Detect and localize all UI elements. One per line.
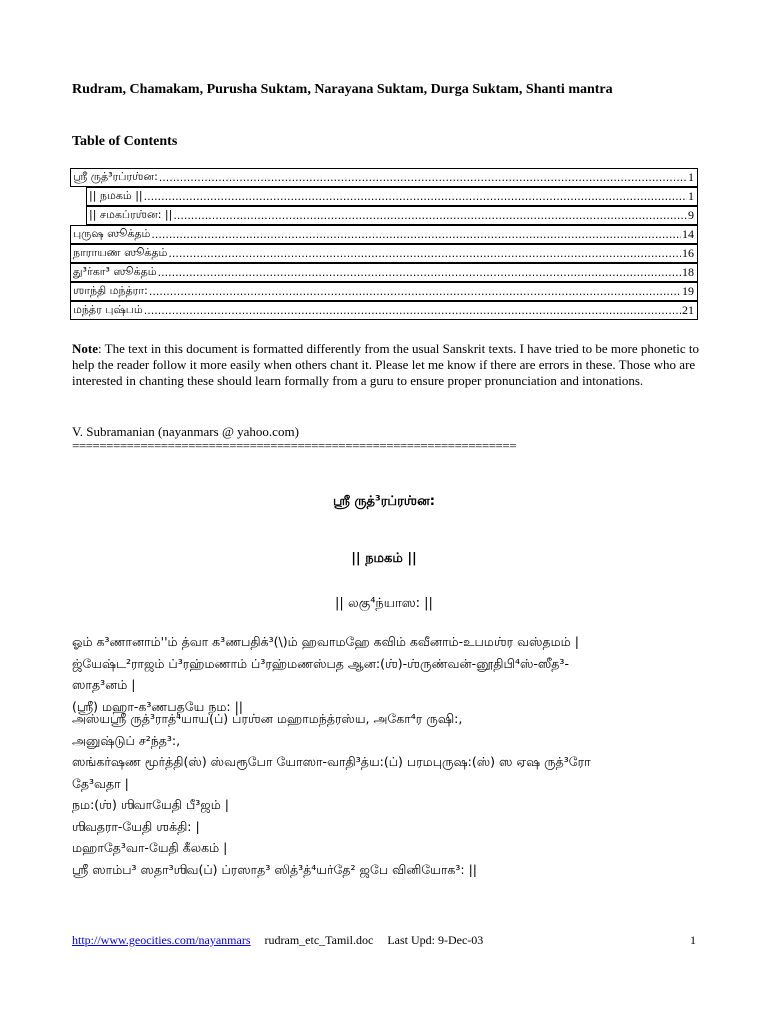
toc-entry[interactable] <box>70 244 698 263</box>
toc-dot-leader <box>151 228 681 241</box>
verse-line: ஸாத³னம் | <box>72 677 136 692</box>
toc-entry-page: 21 <box>682 303 694 317</box>
toc-heading: Table of Contents <box>72 134 178 149</box>
invocation-heading: || லகு⁴ந்யாஸ: || <box>335 596 433 611</box>
toc-entry-page: 1 <box>688 189 694 203</box>
toc-entry[interactable] <box>70 225 698 244</box>
toc-entry-label: ஶாந்தி மந்த்ரா: <box>73 284 148 297</box>
verse-line: தே³வதா | <box>72 775 129 791</box>
verse-block-ganapati <box>72 631 712 717</box>
verse-line: ஶிவதரா-யேதி ஶக்தி: | <box>72 818 200 834</box>
toc-entry-label: நாராயண ஸூக்தம் <box>73 246 168 259</box>
footer-last-updated: Last Upd: 9-Dec-03 <box>387 933 484 947</box>
toc-entry[interactable] <box>70 168 698 187</box>
toc-entry[interactable] <box>86 187 698 206</box>
document-title: Rudram, Chamakam, Purusha Suktam, Narayana Suktam, Durga Suktam, Shanti mantra <box>72 82 613 97</box>
toc-dot-leader <box>158 266 681 279</box>
verse-line: (ஸ்ரீ) மஹா-க³ணபதயே நம: || <box>72 698 244 714</box>
verse-line: அனுஷ்டுப் ச²ந்த³:, <box>72 732 181 748</box>
toc-dot-leader <box>144 304 681 317</box>
toc-dot-leader <box>173 209 687 222</box>
toc-dot-leader <box>149 285 681 298</box>
toc-entry-page: 18 <box>682 265 694 279</box>
toc-dot-leader <box>144 190 687 203</box>
section-subheading: || நமகம் || <box>351 551 417 566</box>
toc-entry[interactable] <box>86 206 698 225</box>
toc-entry[interactable] <box>70 282 698 301</box>
verse-line: மஹாதே³வா-யேதி கீலகம் | <box>72 840 228 855</box>
toc-entry-page: 19 <box>682 284 694 298</box>
footer-website-link[interactable]: http://www.geocities.com/nayanmars <box>72 933 251 947</box>
toc-entry-label: || நமகம் || <box>89 189 143 202</box>
toc-entry-page: 16 <box>682 246 694 260</box>
verse-line: ஸ்ரீ ஸாம்ப³ ஸதா³ஶிவ(ப்) ப்ரஸாத³ ஸித்³த்⁴யர்தே² ஜபே வினியோக³: || <box>72 861 478 877</box>
toc-entry-label: || சமகப்ரஶ்ன: || <box>89 208 173 221</box>
toc-entry[interactable] <box>70 301 698 320</box>
verse-line: ஸங்கர்ஷண மூர்த்தி(ஸ்) ஸ்வரூபோ யோஸா-வாதி³த்ய:(ப்) பரமபுருஷ:(ஸ்) ஸ ஏஷ ருத்³ரோ <box>72 754 591 769</box>
toc-entry-page: 9 <box>688 208 694 222</box>
toc-entry-label: புருஷ ஸூக்தம் <box>73 227 151 240</box>
footer-page-number: 1 <box>690 933 696 947</box>
verse-block-nyasa <box>72 708 712 880</box>
toc-entry[interactable] <box>70 263 698 282</box>
separator-rule: ================================================================= <box>72 438 517 453</box>
toc-entry-label: ஸ்ரீ ருத்³ரப்ரஶ்ன: <box>73 170 158 183</box>
table-of-contents <box>70 168 698 320</box>
footer-filename: rudram_etc_Tamil.doc <box>264 933 374 947</box>
note-label: Note <box>72 341 98 356</box>
toc-dot-leader <box>168 247 681 260</box>
toc-entry-label: மந்த்ர புஷ்பம் <box>73 303 143 316</box>
verse-line: ஓம் க³ணானாம்''ம் த்வா க³ணபதிக்³(\)ம் ஹவாமஹே கவிம் கவீனாம்-உபமஶ்ர வஸ்தமம் | <box>72 634 579 649</box>
toc-entry-label: து³ர்கா³ ஸூக்தம் <box>73 265 157 278</box>
toc-entry-page: 1 <box>688 170 694 184</box>
toc-entry-page: 14 <box>682 227 694 241</box>
author-line: V. Subramanian (nayanmars @ yahoo.com) <box>72 424 299 439</box>
toc-dot-leader <box>159 171 687 184</box>
note-paragraph <box>72 341 702 389</box>
verse-line: ஜ்யேஷ்ட²ராஜம் ப்³ரஹ்மணாம் ப்³ரஹ்மணஸ்பத ஆன:(ஶ்)-ஶ்ருண்வன்-னூதிபி⁴ஸ்-ஸீத³- <box>72 655 569 671</box>
verse-line: அஸ்யஸ்ரீ ருத்³ராத்⁴யாய(ப்) ப்ரஶ்ன மஹாமந்த்ரஸ்ய, அகோ⁴ர ருஷி:, <box>72 711 463 726</box>
section-heading: ஸ்ரீ ருத்³ரப்ரஶ்ன: <box>333 494 435 509</box>
note-text: : The text in this document is formatted differently from the usual Sanskrit texts. I have tried to be more phonetic to help the reader follow it more easily when others chant it. Please let me know if there are errors in these. Those who are interested in chanting these should learn formally from a guru to ensure proper pronunciation and intonations. <box>72 341 699 388</box>
page-footer <box>72 933 696 948</box>
verse-line: நம:(ஶ்) ஶிவாயேதி பீ³ஜம் | <box>72 797 229 812</box>
